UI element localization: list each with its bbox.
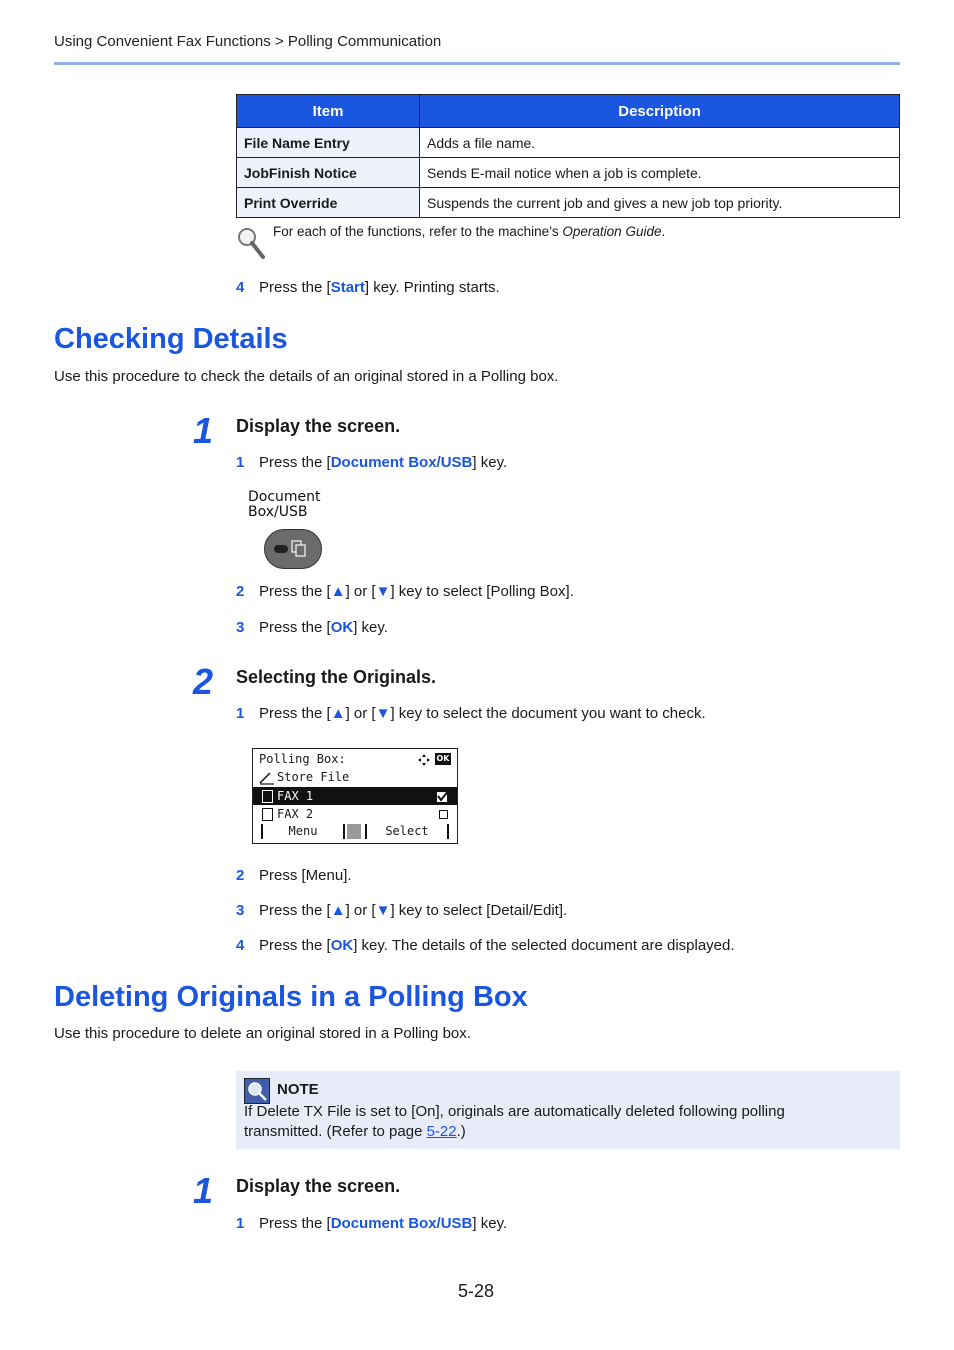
table-row [237, 188, 900, 218]
up-arrow-icon: ▲ [330, 705, 346, 722]
table-header-item: Item [237, 95, 420, 128]
up-arrow-icon: ▲ [330, 902, 346, 919]
down-arrow-icon: ▼ [375, 902, 391, 919]
section-title-checking-details: Checking Details [54, 323, 288, 355]
step-title: Display the screen. [236, 416, 401, 436]
step-title: Display the screen. [236, 1176, 401, 1196]
table-row [237, 158, 900, 188]
table-cell-description: Suspends the current job and gives a new job top priority. [420, 188, 900, 218]
table-cell-item: JobFinish Notice [237, 158, 420, 188]
document-box-icon [265, 530, 321, 568]
step-title: Selecting the Originals. [236, 667, 437, 687]
section-intro: Use this procedure to delete an original stored in a Polling box. [54, 1025, 471, 1042]
substep: 3 Press the [OK] key. [236, 619, 388, 636]
step-number: 2 [193, 661, 214, 702]
lcd-list-item: Store File [253, 768, 457, 786]
page-number: 5-28 [458, 1281, 495, 1301]
section-intro: Use this procedure to check the details of an original stored in a Polling box. [54, 368, 559, 385]
page-link[interactable]: 5-22 [426, 1123, 457, 1140]
table-cell-description: Sends E-mail notice when a job is complete. [420, 158, 900, 188]
softkey-divider [347, 824, 361, 839]
substep: 3 Press the [▲] or [▼] key to select [Detail/Edit]. [236, 902, 568, 919]
tip-text: For each of the functions, refer to the machine’s Operation Guide. [273, 224, 666, 239]
lcd-title: Polling Box: [259, 752, 346, 766]
start-key-ref: Start [330, 279, 365, 296]
note-title: NOTE [277, 1081, 319, 1098]
navigation-arrows-icon [417, 753, 431, 767]
pen-icon [259, 771, 275, 785]
table-cell-item: Print Override [237, 188, 420, 218]
header-divider [54, 62, 900, 65]
document-box-key-label: Document Box/USB [248, 489, 321, 520]
lcd-list-item: FAX 2 [253, 805, 457, 823]
document-icon [262, 808, 273, 821]
softkey-select[interactable]: Select [365, 824, 449, 839]
up-arrow-icon: ▲ [330, 583, 346, 600]
step-number: 1 [193, 1170, 214, 1211]
softkey-menu[interactable]: Menu [261, 824, 345, 839]
substep: 1 Press the [Document Box/USB] key. [236, 1215, 508, 1232]
substep: 1 Press the [Document Box/USB] key. [236, 454, 508, 471]
table-cell-description: Adds a file name. [420, 128, 900, 158]
substep: 2 Press [Menu]. [236, 867, 352, 884]
ok-icon: OK [436, 754, 450, 763]
checkbox-checked-icon [435, 789, 451, 803]
magnifier-icon [236, 226, 266, 260]
document-icon [262, 790, 273, 803]
substep: 1 Press the [▲] or [▼] key to select the document you want to check. [236, 705, 706, 722]
functions-table [236, 94, 900, 218]
checkbox-empty-icon [439, 810, 448, 819]
substep: 4 Press the [OK] key. The details of the selected document are displayed. [236, 937, 735, 954]
note-text: If Delete TX File is set to [On], originals are automatically deleted following polling transmitted. (Refer to page 5-22.) [244, 1103, 785, 1140]
lcd-softkey-row [253, 823, 457, 841]
table-cell-item: File Name Entry [237, 128, 420, 158]
lcd-screen [252, 748, 458, 844]
lcd-title-row [253, 750, 457, 768]
breadcrumb: Using Convenient Fax Functions > Polling Communication [54, 33, 442, 50]
document-box-key-button[interactable] [264, 529, 322, 569]
table-header-row [237, 95, 900, 128]
table-row [237, 128, 900, 158]
down-arrow-icon: ▼ [375, 705, 391, 722]
note-icon [244, 1078, 270, 1104]
down-arrow-icon: ▼ [375, 583, 391, 600]
section-title-deleting-originals: Deleting Originals in a Polling Box [54, 981, 528, 1013]
step-number: 1 [193, 410, 214, 451]
lcd-list-item-selected: FAX 1 [253, 787, 457, 805]
substep-start: 4 Press the [Start] key. Printing starts. [236, 279, 500, 296]
table-header-description: Description [420, 95, 900, 128]
substep: 2 Press the [▲] or [▼] key to select [Polling Box]. [236, 583, 574, 600]
